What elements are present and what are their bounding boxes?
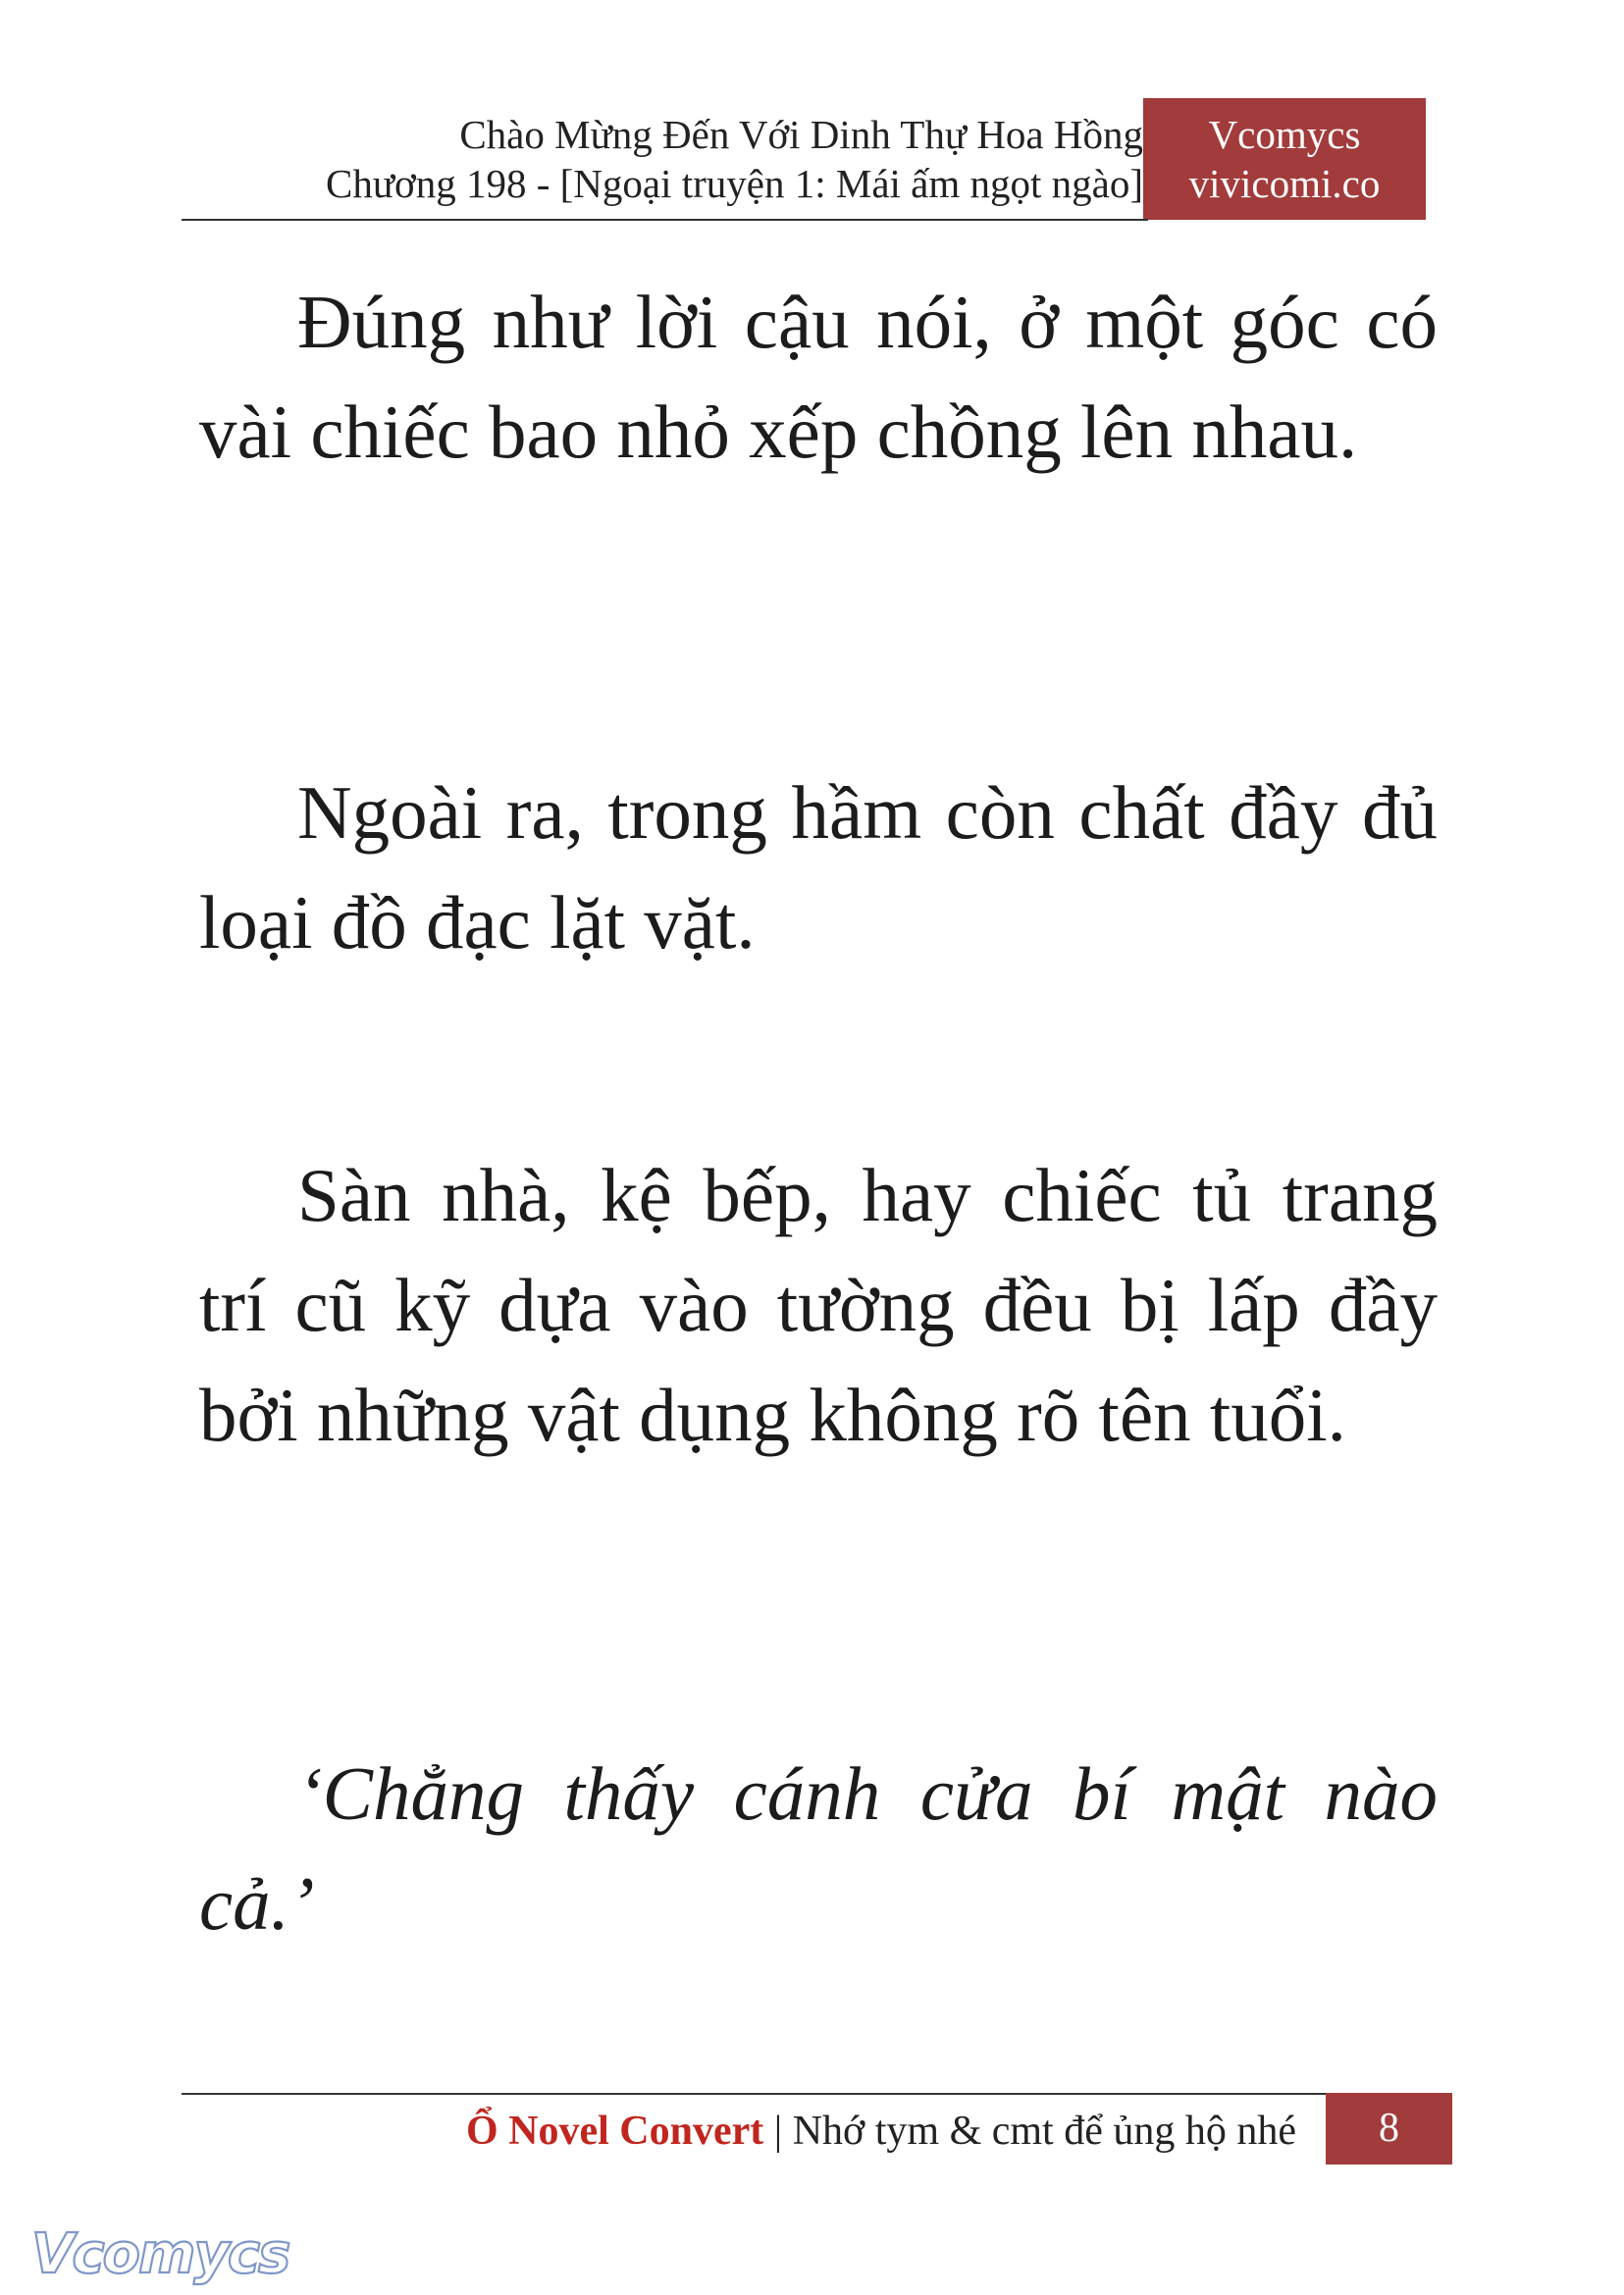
header-divider [182,219,1148,221]
paragraph: Sàn nhà, kệ bếp, hay chiếc tủ trang trí cũ kỹ dựa vào tường đều bị lấp đầy bởi những vật dụng không rõ tên tuổi. [199,1153,1438,1457]
footer-divider [182,2093,1326,2095]
page-number: 8 [1326,2093,1452,2165]
watermark-logo [27,2219,289,2288]
footer-brand: Ổ Novel Convert [465,2109,764,2154]
site-badge [1143,98,1426,220]
site-name: Vcomycs [1208,112,1361,157]
page-header [182,98,1426,220]
thought-paragraph: ‘Chẳng thấy cánh cửa bí mật nào cả.’ [199,1751,1438,1946]
book-title: Chào Mừng Đến Với Dinh Thự Hoa Hồng [459,112,1143,157]
site-url: vivicomi.co [1188,161,1381,206]
page-footer [182,2096,1457,2165]
footer-message: Nhớ tym & cmt để ủng hộ nhé [792,2109,1296,2154]
footer-text [466,2106,1296,2157]
footer-separator: | [773,2109,783,2154]
chapter-title: Chương 198 - [Ngoại truyện 1: Mái ấm ngọt ngào] [325,161,1143,206]
logo-graphic [27,2219,289,2288]
header-titles [182,98,1143,220]
paragraph: Đúng như lời cậu nói, ở một góc có vài chiếc bao nhỏ xếp chồng lên nhau. [199,280,1438,474]
paragraph: Ngoài ra, trong hầm còn chất đầy đủ loại đồ đạc lặt vặt. [199,770,1438,965]
logo-text: Vcomycs [31,2222,289,2286]
